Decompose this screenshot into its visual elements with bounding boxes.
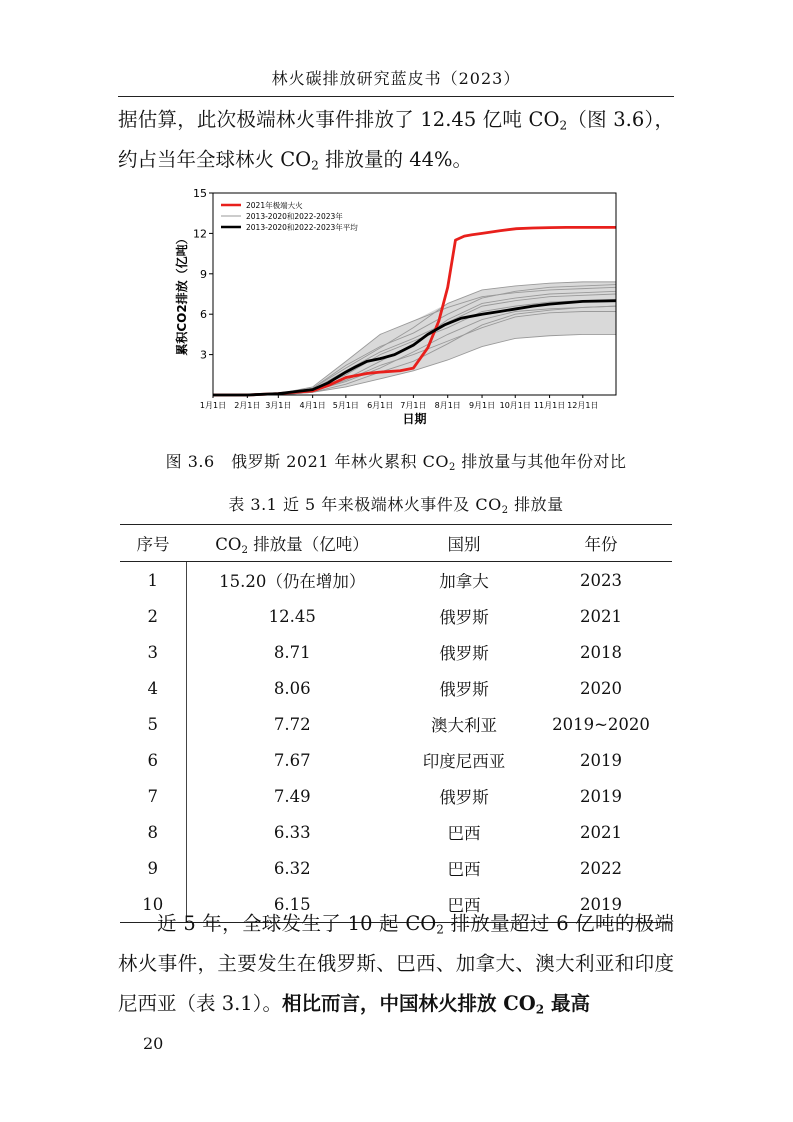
cell-idx: 6 <box>120 742 186 778</box>
cell-amount: 6.15 <box>186 886 398 923</box>
header-amount: $CO_2$ 排放量（亿吨） <box>186 525 398 562</box>
page-number: 20 <box>143 1034 164 1053</box>
figure-3-6-chart <box>150 180 630 435</box>
cell-year: 2019 <box>530 886 672 923</box>
cell-idx: 5 <box>120 706 186 742</box>
cell-year: 2021 <box>580 606 622 626</box>
x-tick-label: 11月1日 <box>533 401 566 410</box>
cell-amount: 7.49 <box>273 786 311 806</box>
cell-year: 2022 <box>580 858 622 878</box>
bold-emphasis: 相比而言，中国林火排放 $CO_2$ 最高 <box>281 992 590 1017</box>
table-header-row <box>120 525 672 562</box>
cell-year: 2019 <box>580 786 622 806</box>
table-row <box>120 634 672 670</box>
cell-country: 俄罗斯 <box>439 788 489 807</box>
x-tick-label: 5月1日 <box>332 401 359 410</box>
table-row <box>120 778 672 814</box>
figure-caption: 图 3.6 俄罗斯 2021 年林火累积 $CO_2$ 排放量与其他年份对比 <box>165 452 627 473</box>
cell-idx: 10 <box>120 886 186 923</box>
table-row <box>120 598 672 634</box>
y-axis-label: 累积CO2排放（亿吨） <box>175 232 189 356</box>
cell-country: 俄罗斯 <box>439 608 489 627</box>
cell-idx: 4 <box>120 670 186 706</box>
header-idx: 序号 <box>120 525 186 562</box>
cell-amount: 15.20（仍在增加） <box>219 572 366 591</box>
x-tick-label: 1月1日 <box>199 401 227 410</box>
cell-country: 印度尼西亚 <box>422 752 506 771</box>
other-years-range-band <box>213 282 616 395</box>
x-tick-label: 8月1日 <box>434 401 461 410</box>
x-tick-label: 2月1日 <box>234 401 261 410</box>
legend-label: 2013-2020和2022-2023年 <box>246 212 343 221</box>
table-row <box>120 814 672 850</box>
legend-label: 2021年极端大火 <box>246 201 303 210</box>
cell-year: 2019~2020 <box>552 714 650 734</box>
cell-amount: 8.06 <box>273 678 311 698</box>
x-tick-label: 4月1日 <box>299 401 326 410</box>
cell-idx: 9 <box>120 850 186 886</box>
cell-country: 加拿大 <box>439 572 489 591</box>
table-caption: 表 3.1 近 5 年来极端林火事件及 $CO_2$ 排放量 <box>228 495 564 516</box>
header-country: 国别 <box>398 525 530 562</box>
cell-year: 2023 <box>580 570 622 590</box>
cell-year: 2019 <box>580 750 622 770</box>
cell-idx: 3 <box>120 634 186 670</box>
running-header: 林火碳排放研究蓝皮书（2023） <box>271 69 521 88</box>
y-tick-label: 3 <box>200 348 207 362</box>
x-tick-label: 3月1日 <box>265 401 292 410</box>
cell-amount: 6.32 <box>273 858 311 878</box>
cell-year: 2018 <box>580 642 622 662</box>
cell-amount: 7.72 <box>273 714 311 734</box>
cell-country: 巴西 <box>447 860 481 879</box>
header-rule <box>118 96 674 97</box>
y-tick-label: 9 <box>200 267 207 281</box>
x-tick-label: 10月1日 <box>499 401 531 410</box>
x-axis-label: 日期 <box>402 412 427 426</box>
cell-country: 澳大利亚 <box>431 716 497 735</box>
cell-year: 2020 <box>580 678 622 698</box>
cell-year: 2021 <box>580 822 622 842</box>
x-tick-label: 7月1日 <box>400 401 427 410</box>
cell-country: 巴西 <box>398 886 530 923</box>
cell-idx: 2 <box>120 598 186 634</box>
cell-country: 巴西 <box>447 824 481 843</box>
header-year: 年份 <box>530 525 672 562</box>
table-row <box>120 742 672 778</box>
cell-idx: 8 <box>120 814 186 850</box>
cell-country: 俄罗斯 <box>439 680 489 699</box>
table-row <box>120 706 672 742</box>
cell-country: 俄罗斯 <box>439 644 489 663</box>
cell-idx: 7 <box>120 778 186 814</box>
extreme-fire-table <box>120 524 672 923</box>
table-row <box>120 562 672 599</box>
legend-label: 2013-2020和2022-2023年平均 <box>246 223 358 232</box>
cell-amount: 7.67 <box>273 750 311 770</box>
y-tick-label: 12 <box>193 227 207 241</box>
y-tick-label: 15 <box>193 187 207 200</box>
cell-idx: 1 <box>120 562 186 599</box>
x-tick-label: 6月1日 <box>367 401 394 410</box>
y-tick-label: 6 <box>200 308 207 322</box>
cell-amount: 8.71 <box>273 642 311 662</box>
x-tick-label: 9月1日 <box>468 401 496 410</box>
table-row <box>120 850 672 886</box>
paragraph-2: 近 5 年，全球发生了 10 起 $CO_2$ 排放量超过 6 亿吨的极端林火事件，主要发生在俄罗斯、巴西、加拿大、澳大利亚和印度尼西亚（表 3.1）。相比而言，中国林火排放 $CO_2$ 最高 <box>118 912 674 1017</box>
x-tick-label: 12月1日 <box>567 401 599 410</box>
table-body <box>120 562 672 923</box>
cell-amount: 6.33 <box>273 822 311 842</box>
paragraph-1: 据估算，此次极端林火事件排放了 12.45 亿吨 $CO_2$（图 3.6），约占当年全球林火 $CO_2$ 排放量的 44%。 <box>118 108 675 173</box>
cumulative-co2-line-chart <box>150 180 630 435</box>
table-row <box>120 670 672 706</box>
cell-amount: 12.45 <box>268 606 316 626</box>
